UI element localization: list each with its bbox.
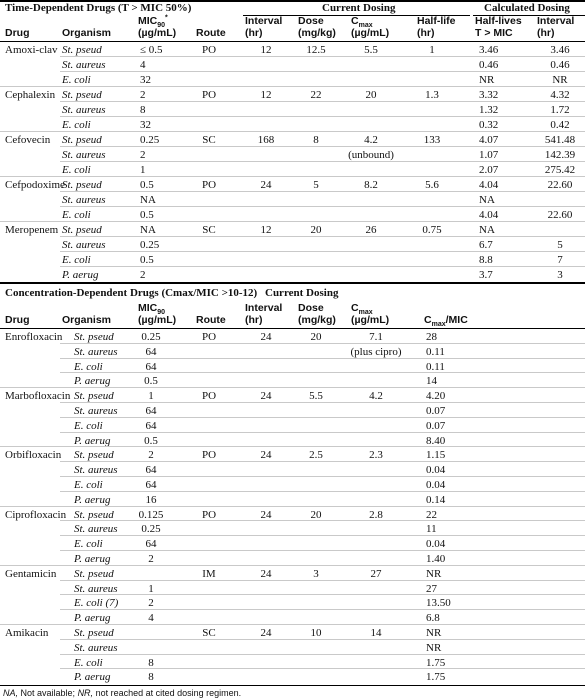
cell-cmax-mic: 11 [426, 523, 437, 536]
cell-mic: 0.25 [140, 134, 160, 146]
cell-dose: 20 [310, 331, 322, 343]
cell-drug: Cefpodoxime [5, 179, 65, 191]
col-interval: Interval [245, 302, 283, 314]
row-separator [0, 131, 585, 132]
cell-drug: Gentamicin [5, 567, 57, 580]
col-interval-unit: (hr) [245, 27, 263, 39]
row-separator [60, 206, 585, 207]
cell-mic: 4 [148, 612, 154, 625]
cell-half-life: 0.75 [422, 224, 442, 236]
col-dose: Dose [298, 15, 324, 27]
cell-organism: P. aerug [74, 434, 111, 447]
cell-cmax-mic: 1.15 [426, 449, 446, 462]
cell-half-life: 133 [423, 134, 441, 146]
cell-organism: St. aureus [62, 239, 106, 251]
time-current-dosing-label: Current Dosing [322, 2, 396, 14]
cell-mic: 0.5 [140, 179, 154, 191]
row-separator [60, 236, 585, 237]
cell-cmax: 20 [365, 89, 377, 101]
cell-calc-interval: 3.46 [550, 44, 570, 56]
cell-half-lives: NA [479, 194, 495, 206]
cell-calc-interval: 3 [557, 269, 563, 281]
cell-cmax: 4.2 [364, 134, 378, 146]
cell-cmax-mic: 0.07 [426, 419, 446, 432]
col-cmax-mic: $C_{max}$/MIC [424, 314, 468, 329]
row-separator [60, 476, 585, 477]
cell-organism: St. aureus [62, 104, 106, 116]
cell-half-life: 1 [429, 44, 435, 56]
cell-mic: 0.5 [144, 375, 158, 388]
cell-cmax-mic: 1.75 [426, 671, 446, 684]
row-separator [60, 372, 585, 373]
cell-calc-interval: 4.32 [550, 89, 570, 101]
col-cmax: $C_{max}$ [351, 302, 373, 317]
row-separator [60, 161, 585, 162]
cell-mic: ≤ 0.5 [140, 44, 163, 56]
cell-cmax-mic: 14 [426, 375, 437, 388]
row-separator [60, 432, 585, 433]
cell-cmax-mic: 0.04 [426, 538, 446, 551]
cell-cmax-mic: 0.07 [426, 405, 446, 417]
cell-half-lives: 2.07 [479, 164, 499, 176]
cell-drug: Orbifloxacin [5, 449, 62, 462]
cell-drug: Amikacin [5, 627, 49, 639]
cell-organism: E. coli [74, 656, 103, 669]
cell-organism: St. pseud [62, 134, 102, 146]
cell-organism: St. pseud [62, 89, 102, 101]
col-drug: Drug [5, 27, 30, 39]
col-half-lives-sub: T > MIC [475, 27, 513, 39]
cell-organism: E. coli [74, 479, 103, 491]
cell-dose: 8 [313, 134, 319, 146]
cell-mic: 2 [148, 553, 154, 565]
cell-calc-interval: 541.48 [544, 134, 576, 146]
cell-mic: 4 [140, 59, 146, 71]
cell-calc-interval: 0.42 [550, 119, 570, 131]
cell-cmax: (plus cipro) [350, 345, 402, 358]
row-separator [60, 56, 585, 57]
cell-calc-interval: 22.60 [547, 209, 573, 221]
cell-organism: P. aerug [74, 375, 111, 388]
col-mic: $MIC_{90}$ [138, 302, 166, 317]
cell-organism: E. coli [74, 538, 103, 551]
row-separator [60, 654, 585, 655]
cell-half-lives: 4.04 [479, 209, 499, 221]
cell-cmax-mic: 6.8 [426, 612, 440, 625]
cell-half-life: 5.6 [425, 179, 439, 191]
col-organism: Organism [62, 27, 112, 39]
cell-dose: 3 [313, 567, 319, 580]
row-separator [60, 266, 585, 267]
cell-cmax-mic: 27 [426, 582, 437, 595]
row-separator [60, 594, 585, 595]
cell-organism: St. pseud [74, 627, 114, 639]
cell-mic: 2 [140, 269, 146, 281]
cell-organism: St. pseud [62, 179, 102, 191]
col-drug: Drug [5, 314, 30, 326]
cell-organism: E. coli [74, 419, 103, 432]
row-separator [60, 358, 585, 359]
footnote: NA, Not available; NR, not reached at cited dosing regimen. [3, 688, 242, 698]
cell-cmax: 14 [370, 627, 382, 639]
row-separator [60, 101, 585, 102]
conc-section-top-rule [0, 282, 585, 284]
cell-mic: NA [140, 224, 156, 236]
cell-drug: Enrofloxacin [5, 331, 63, 343]
cell-calc-interval: 22.60 [547, 179, 573, 191]
cell-interval: 24 [260, 627, 272, 639]
cell-dose: 12.5 [306, 44, 326, 56]
row-separator [60, 191, 585, 192]
cell-half-lives: 4.07 [479, 134, 499, 146]
cell-route: SC [202, 627, 216, 639]
cell-organism: P. aerug [74, 493, 111, 506]
cell-route: SC [202, 224, 216, 236]
cell-cmax-mic: 13.50 [426, 597, 451, 610]
row-separator [60, 461, 585, 462]
col-dose: Dose [298, 302, 324, 314]
cell-interval: 168 [257, 134, 275, 146]
row-separator [0, 446, 585, 447]
cell-organism: St. aureus [74, 345, 118, 358]
cell-mic: 0.5 [144, 434, 158, 447]
cell-route: PO [201, 89, 217, 101]
cell-cmax-mic: 0.04 [426, 464, 446, 477]
cell-dose: 10 [310, 627, 322, 639]
cell-organism: St. aureus [62, 59, 106, 71]
row-separator [60, 520, 585, 521]
cell-drug: Marbofloxacin [5, 390, 71, 403]
cell-organism: St. aureus [62, 194, 106, 206]
cell-mic: 64 [145, 419, 157, 432]
cell-mic: 64 [145, 464, 157, 477]
cell-organism: St. pseud [74, 508, 114, 521]
row-separator [60, 417, 585, 418]
cell-interval: 12 [260, 44, 272, 56]
row-separator [0, 387, 585, 388]
cell-cmax-mic: 8.40 [426, 434, 446, 447]
cell-mic: 2 [148, 597, 154, 610]
cell-mic: 0.25 [141, 523, 161, 536]
cell-cmax: 5.5 [364, 44, 378, 56]
cell-cmax-mic: 0.04 [426, 479, 446, 491]
cell-route: PO [201, 331, 217, 343]
cell-interval: 24 [260, 508, 272, 521]
cell-drug: Amoxi-clav [5, 44, 58, 56]
cell-organism: E. coli [62, 119, 91, 131]
cell-mic: 0.125 [138, 508, 164, 521]
cell-route: PO [201, 508, 217, 521]
col-half-lives: Half-lives [475, 15, 522, 27]
cell-organism: E. coli (7) [74, 597, 119, 610]
cell-organism: E. coli [74, 360, 103, 373]
time-section-caption: Time-Dependent Drugs (T > MIC 50%) [5, 2, 192, 14]
cell-mic: 64 [145, 345, 157, 358]
cell-calc-interval: 0.46 [550, 59, 570, 71]
col-route: Route [196, 27, 226, 39]
cell-organism: St. aureus [74, 523, 118, 536]
cell-drug: Meropenem [5, 224, 59, 236]
col-mic-unit: (µg/mL) [138, 314, 177, 326]
cell-mic: 1 [148, 390, 154, 403]
cell-organism: St. aureus [74, 405, 118, 417]
row-separator [60, 639, 585, 640]
cell-cmax-mic: 1.75 [426, 656, 446, 669]
cell-cmax: 7.1 [369, 331, 383, 343]
cell-cmax-mic: NR [426, 641, 442, 654]
cell-mic: 8 [140, 104, 146, 116]
cell-mic: 2 [148, 449, 154, 462]
cell-organism: St. pseud [62, 224, 102, 236]
cell-organism: St. aureus [62, 149, 106, 161]
cell-cmax-mic: 0.11 [426, 360, 445, 373]
cell-half-lives: NA [479, 224, 495, 236]
table-bottom-rule [0, 685, 585, 686]
row-separator [0, 86, 585, 87]
cell-organism: P. aerug [62, 269, 99, 281]
cell-mic: NA [140, 194, 156, 206]
cell-mic: 0.25 [141, 331, 161, 343]
col-dose-unit: (mg/kg) [298, 314, 336, 326]
cell-route: PO [201, 44, 217, 56]
row-separator [60, 535, 585, 536]
cell-mic: 32 [140, 74, 151, 86]
cell-interval: 24 [260, 179, 272, 191]
col-calc-interval-unit: (hr) [537, 27, 555, 39]
cell-organism: St. aureus [74, 641, 118, 654]
cell-mic: 0.5 [140, 209, 154, 221]
cell-organism: St. pseud [74, 449, 114, 462]
cell-calc-interval: NR [552, 74, 568, 86]
cell-cmax-mic: 4.20 [426, 390, 446, 403]
cell-organism: E. coli [62, 209, 91, 221]
cell-drug: Ciprofloxacin [5, 508, 67, 521]
cell-cmax-mic: 1.40 [426, 553, 446, 565]
cell-half-lives: 0.46 [479, 59, 499, 71]
cell-calc-interval: 275.42 [544, 164, 576, 176]
col-cmax: $C_{max}$ [351, 15, 373, 30]
cell-mic: 1 [148, 582, 154, 595]
cell-cmax-mic: 22 [426, 508, 437, 521]
cell-mic: 8 [148, 656, 154, 669]
cell-half-life: 1.3 [425, 89, 439, 101]
conc-current-dosing-label: Current Dosing [265, 287, 339, 299]
col-organism: Organism [62, 314, 112, 326]
col-interval: Interval [245, 15, 283, 27]
row-separator [60, 402, 585, 403]
row-separator [60, 491, 585, 492]
row-separator [60, 343, 585, 344]
cell-drug: Cephalexin [5, 89, 56, 101]
cell-dose: 2.5 [309, 449, 323, 462]
cell-cmax: 8.2 [364, 179, 378, 191]
cell-mic: 2 [140, 89, 146, 101]
cell-organism: P. aerug [74, 612, 111, 625]
cell-drug: Cefovecin [5, 134, 51, 146]
cell-mic: 2 [140, 149, 146, 161]
row-separator [60, 550, 585, 551]
row-separator [60, 609, 585, 610]
cell-organism: St. pseud [62, 44, 102, 56]
cell-mic: 8 [148, 671, 154, 684]
cell-dose: 22 [310, 89, 322, 101]
cell-dose: 20 [310, 508, 322, 521]
cell-organism: St. pseud [74, 390, 114, 403]
cell-half-lives: NR [479, 74, 495, 86]
col-dose-unit: (mg/kg) [298, 27, 336, 39]
row-separator [60, 668, 585, 669]
cell-half-lives: 4.04 [479, 179, 499, 191]
cell-organism: St. pseud [74, 567, 114, 580]
cell-calc-interval: 5 [557, 239, 563, 251]
cell-cmax-mic: NR [426, 627, 442, 639]
cell-organism: St. pseud [74, 331, 114, 343]
row-separator [60, 116, 585, 117]
cell-half-lives: 1.32 [479, 104, 499, 116]
time-calculated-dosing-label: Calculated Dosing [484, 2, 570, 14]
cell-dose: 5.5 [309, 390, 323, 403]
cell-cmax: 4.2 [369, 390, 383, 403]
cell-cmax-mic: 28 [426, 331, 437, 343]
cell-mic: 0.25 [140, 239, 160, 251]
cell-organism: E. coli [62, 254, 91, 266]
col-mic: $MIC_{90}^*$ [138, 14, 168, 30]
cell-cmax-mic: 0.14 [426, 493, 446, 506]
cell-organism: St. aureus [74, 464, 118, 477]
cell-route: PO [201, 449, 217, 462]
cell-mic: 64 [145, 360, 157, 373]
cell-cmax: 2.3 [369, 449, 383, 462]
row-separator [0, 221, 585, 222]
cell-organism: P. aerug [74, 553, 111, 565]
cell-organism: St. aureus [74, 582, 118, 595]
col-route: Route [196, 314, 226, 326]
cell-mic: 0.5 [140, 254, 154, 266]
cell-interval: 24 [260, 567, 272, 580]
cell-half-lives: 8.8 [479, 254, 493, 266]
cell-half-lives: 6.7 [479, 239, 493, 251]
cell-half-lives: 1.07 [479, 149, 499, 161]
cell-interval: 12 [260, 89, 272, 101]
cell-mic: 1 [140, 164, 146, 176]
time-header-rule [0, 41, 585, 42]
cell-route: PO [201, 390, 217, 403]
cell-route: PO [201, 179, 217, 191]
cell-cmax: (unbound) [348, 149, 394, 161]
cell-half-lives: 3.7 [479, 269, 493, 281]
cell-calc-interval: 7 [557, 254, 563, 266]
cell-mic: 64 [145, 405, 157, 417]
cell-mic: 64 [145, 479, 157, 491]
cell-organism: E. coli [62, 164, 91, 176]
row-separator [0, 624, 585, 625]
col-calc-interval: Interval [537, 15, 575, 27]
cell-cmax: 27 [370, 567, 382, 580]
col-half-life-unit: (hr) [417, 27, 435, 39]
cell-organism: P. aerug [74, 671, 111, 684]
cell-cmax-mic: 0.11 [426, 345, 445, 358]
cell-interval: 24 [260, 449, 272, 462]
cell-cmax-mic: NR [426, 567, 442, 580]
col-mic-unit: (µg/mL) [138, 27, 177, 39]
cell-half-lives: 0.32 [479, 119, 499, 131]
row-separator [60, 146, 585, 147]
row-separator [60, 580, 585, 581]
cell-mic: 32 [140, 119, 151, 131]
row-separator [0, 176, 585, 177]
cell-interval: 24 [260, 390, 272, 403]
cell-cmax: 2.8 [369, 508, 383, 521]
cell-route: SC [202, 134, 216, 146]
cell-calc-interval: 142.39 [544, 149, 576, 161]
cell-interval: 12 [260, 224, 272, 236]
row-separator [0, 506, 585, 507]
cell-interval: 24 [260, 331, 272, 343]
cell-half-lives: 3.46 [479, 44, 499, 56]
col-interval-unit: (hr) [245, 314, 263, 326]
cell-dose: 20 [310, 224, 322, 236]
cell-dose: 5 [313, 179, 319, 191]
row-separator [60, 251, 585, 252]
col-cmax-unit: (µg/mL) [351, 314, 390, 326]
cell-route: IM [202, 567, 216, 580]
cell-mic: 64 [145, 538, 157, 551]
row-separator [0, 565, 585, 566]
cell-cmax: 26 [365, 224, 377, 236]
conc-header-rule [0, 328, 585, 329]
col-half-life: Half-life [417, 15, 456, 27]
cell-half-lives: 3.32 [479, 89, 499, 101]
cell-mic: 16 [145, 493, 157, 506]
col-cmax-unit: (µg/mL) [351, 27, 390, 39]
cell-organism: E. coli [62, 74, 91, 86]
cell-calc-interval: 1.72 [550, 104, 570, 116]
row-separator [60, 71, 585, 72]
conc-section-caption: Concentration-Dependent Drugs (Cmax/MIC >10-12) [5, 287, 258, 299]
